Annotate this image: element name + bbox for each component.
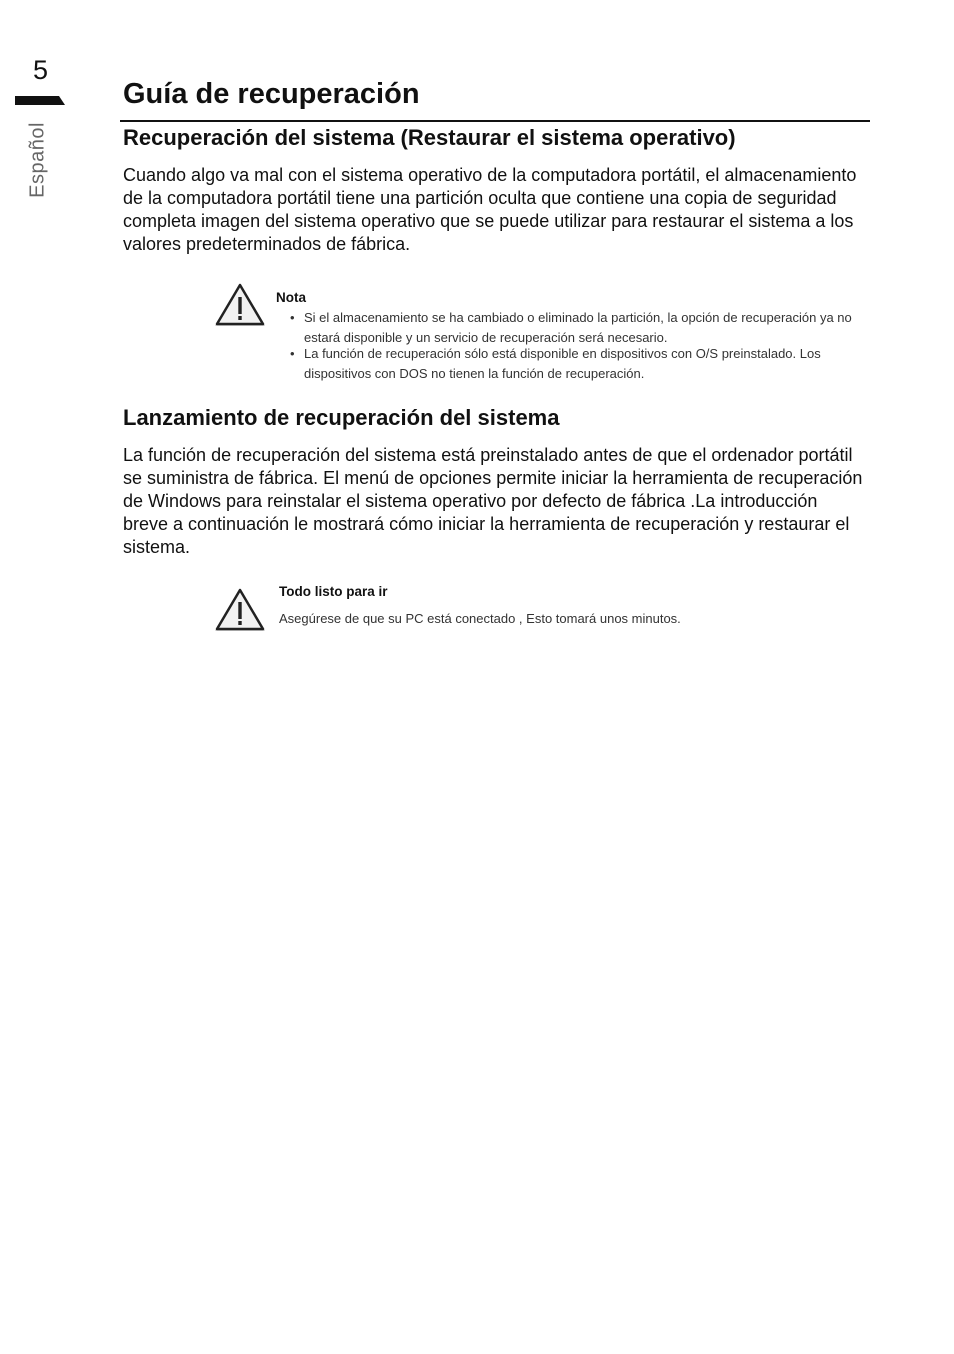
title-divider <box>120 120 870 122</box>
section-paragraph-launch-recovery: La función de recuperación del sistema está preinstalado antes de que el ordenador portátil se suministra de fábrica. El menú de opciones permite iniciar la herramienta de recuperación de Windows para reinstalar el sistema operativo por defecto de fábrica .La introducción breve a continuación le mostrará cómo iniciar la herramienta de recuperación y restaurar el sistema. <box>123 445 863 557</box>
ready-note-text: Asegúrese de que su PC está conectado , Esto tomará unos minutos. <box>279 611 681 626</box>
language-label: Español <box>26 122 49 198</box>
ready-note-title: Todo listo para ir <box>279 584 388 599</box>
page-tab-marker <box>15 96 65 105</box>
page-number: 5 <box>33 55 49 85</box>
note-title: Nota <box>276 290 306 305</box>
page-title: Guía de recuperación <box>123 78 420 110</box>
section-paragraph-system-recovery: Cuando algo va mal con el sistema operativo de la computadora portátil, el almacenamiento de la computadora portátil tiene una partición oculta que contiene una copia de seguridad completa imagen del sistema operativo que se puede utilizar para restaurar el sistema a los valores predeterminados de fábrica. <box>123 165 857 254</box>
section-heading-system-recovery: Recuperación del sistema (Restaurar el sistema operativo) <box>123 125 736 150</box>
section-heading-launch-recovery: Lanzamiento de recuperación del sistema <box>123 405 560 430</box>
list-item: • Si el almacenamiento se ha cambiado o eliminado la partición, la opción de recuperación ya no estará disponible y un servicio de recuperación será necesario. <box>290 310 852 345</box>
note-item-text: La función de recuperación sólo está disponible en dispositivos con O/S preinstalado. Los dispositivos con DOS no tienen la función de recuperación. <box>304 346 821 381</box>
list-item: • La función de recuperación sólo está disponible en dispositivos con O/S preinstalado. Los dispositivos con DOS no tienen la función de recuperación. <box>290 346 821 381</box>
note-item-text: Si el almacenamiento se ha cambiado o eliminado la partición, la opción de recuperación ya no estará disponible y un servicio de recuperación será necesario. <box>304 310 852 345</box>
warning-triangle-icon <box>213 587 267 633</box>
warning-triangle-icon <box>213 282 267 328</box>
note-list <box>286 308 866 380</box>
